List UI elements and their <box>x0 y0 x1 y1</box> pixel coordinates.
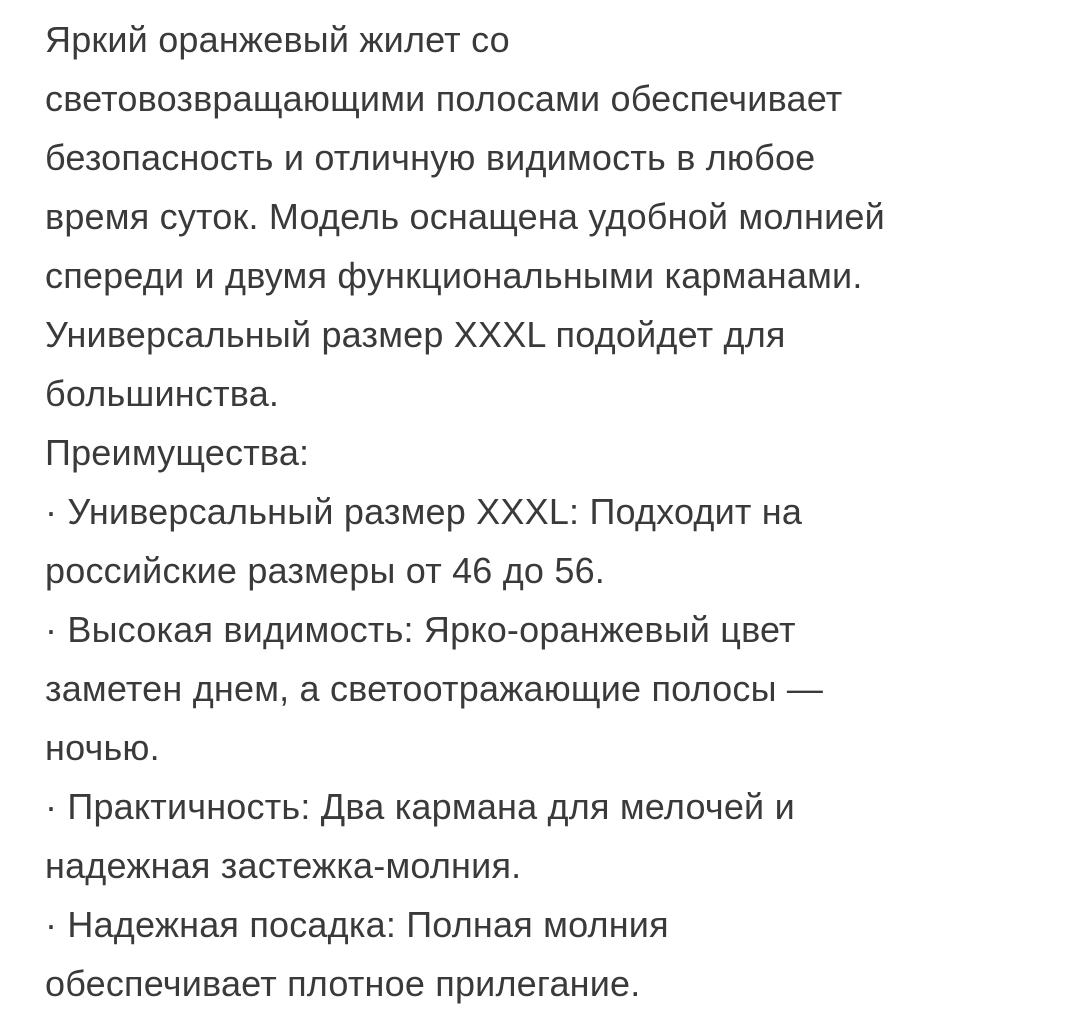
description-bullet-line: · Высокая видимость: Ярко-оранжевый цвет <box>45 609 796 650</box>
description-line: заметен днем, а светоотражающие полосы — <box>45 668 824 709</box>
description-line: обеспечивает плотное прилегание. <box>45 963 641 1004</box>
description-line: безопасность и отличную видимость в любое <box>45 137 816 178</box>
description-heading: Преимущества: <box>45 432 310 473</box>
description-line: надежная застежка-молния. <box>45 845 522 886</box>
description-line: ночью. <box>45 727 160 768</box>
description-line: спереди и двумя функциональными карманами. <box>45 255 863 296</box>
description-line: Яркий оранжевый жилет со <box>45 19 510 60</box>
description-bullet-line: · Надежная посадка: Полная молния <box>45 904 669 945</box>
description-bullet-line: · Универсальный размер XXXL: Подходит на <box>45 491 803 532</box>
description-line: время суток. Модель оснащена удобной молнией <box>45 196 885 237</box>
description-line: большинства. <box>45 373 280 414</box>
description-line: российские размеры от 46 до 56. <box>45 550 605 591</box>
description-line: световозвращающими полосами обеспечивает <box>45 78 843 119</box>
description-bullet-line: · Практичность: Два кармана для мелочей и <box>45 786 795 827</box>
description-line: Универсальный размер XXXL подойдет для <box>45 314 786 355</box>
